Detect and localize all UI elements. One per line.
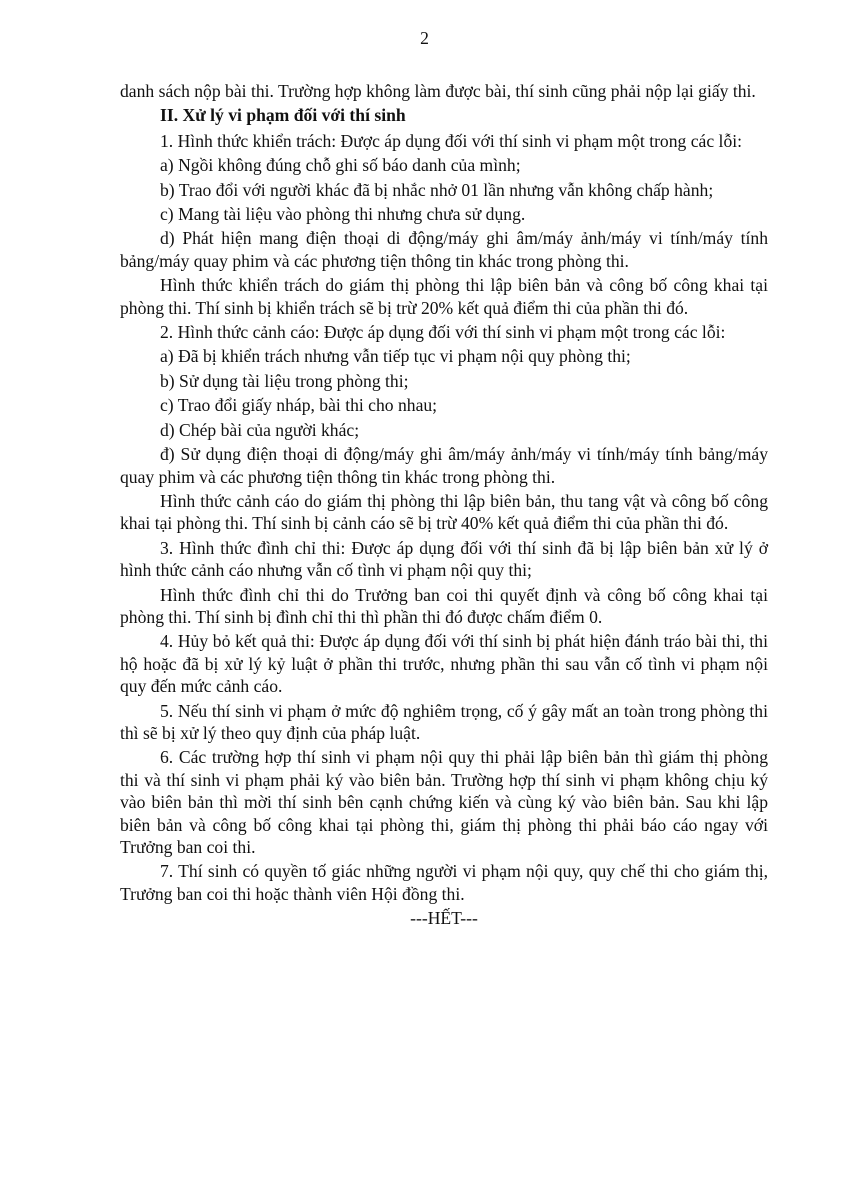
section-heading: II. Xử lý vi phạm đối với thí sinh [160, 105, 406, 126]
paragraph: 7. Thí sinh có quyền tố giác những người vi phạm nội quy, quy chế thi cho giám thị, Trưởng ban coi thi hoặc thành viên Hội đồng thi. [120, 861, 768, 904]
paragraph: 6. Các trường hợp thí sinh vi phạm nội quy thi phải lập biên bản thì giám thị phòng thi và thí sinh vi phạm phải ký vào biên bản. Trường hợp thí sinh vi phạm không chịu ký vào biên bản thì mời thí sinh bên cạnh chứng kiến và cùng ký vào biên bản. Sau khi lập biên bản và công bố công khai tại phòng thi, giám thị phòng thi phải báo cáo ngay với Trưởng ban coi thi. [120, 747, 768, 857]
list-item: d) Chép bài của người khác; [160, 419, 360, 440]
list-item: đ) Sử dụng điện thoại di động/máy ghi âm/máy ảnh/máy vi tính/máy tính bảng/máy quay phim và các phương tiện thông tin khác trong phòng thi. [120, 444, 768, 487]
list-item: c) Trao đổi giấy nháp, bài thi cho nhau; [160, 395, 438, 416]
list-item: d) Phát hiện mang điện thoại di động/máy ghi âm/máy ảnh/máy vi tính/máy tính bảng/máy quay phim và các phương tiện thông tin khác trong phòng thi. [120, 228, 768, 271]
list-item: b) Sử dụng tài liệu trong phòng thi; [160, 370, 409, 391]
end-mark: ---HẾT--- [410, 908, 478, 929]
paragraph: danh sách nộp bài thi. Trường hợp không làm được bài, thí sinh cũng phải nộp lại giấy thi. [120, 81, 756, 101]
page-number: 2 [420, 28, 429, 48]
paragraph: Hình thức đình chỉ thi do Trưởng ban coi thi quyết định và công bố công khai tại phòng thi. Thí sinh bị đình chỉ thi thì phần thi đó được chấm điểm 0. [120, 584, 768, 627]
document-body [120, 80, 768, 947]
list-item: a) Ngồi không đúng chỗ ghi số báo danh của mình; [160, 155, 521, 176]
list-item: c) Mang tài liệu vào phòng thi nhưng chưa sử dụng. [160, 204, 526, 225]
paragraph: 1. Hình thức khiển trách: Được áp dụng đối với thí sinh vi phạm một trong các lỗi: [160, 130, 743, 151]
paragraph: Hình thức khiển trách do giám thị phòng thi lập biên bản và công bố công khai tại phòng thi. Thí sinh bị khiển trách sẽ bị trừ 20% kết quả điểm thi của phần thi đó. [120, 275, 768, 318]
paragraph: 5. Nếu thí sinh vi phạm ở mức độ nghiêm trọng, cố ý gây mất an toàn trong phòng thi thì sẽ bị xử lý theo quy định của pháp luật. [120, 700, 768, 743]
paragraph: Hình thức cảnh cáo do giám thị phòng thi lập biên bản, thu tang vật và công bố công khai tại phòng thi. Thí sinh bị cảnh cáo sẽ bị trừ 40% kết quả điểm thi của phần thi đó. [120, 490, 768, 534]
paragraph: 3. Hình thức đình chỉ thi: Được áp dụng đối với thí sinh đã bị lập biên bản xử lý ở hình thức cảnh cáo nhưng vẫn cố tình vi phạm nội quy thi; [120, 537, 768, 581]
paragraph: 2. Hình thức cảnh cáo: Được áp dụng đối với thí sinh vi phạm một trong các lỗi: [160, 322, 726, 343]
list-item: b) Trao đổi với người khác đã bị nhắc nhở 01 lần nhưng vẫn không chấp hành; [160, 179, 714, 200]
list-item: a) Đã bị khiển trách nhưng vẫn tiếp tục vi phạm nội quy phòng thi; [160, 346, 631, 367]
paragraph: 4. Hủy bỏ kết quả thi: Được áp dụng đối với thí sinh bị phát hiện đánh tráo bài thi, thi hộ hoặc đã bị xử lý kỷ luật ở phần thi trước, nhưng phần thi sau vẫn cố tình vi phạm nội quy đến mức cảnh cáo. [120, 631, 768, 697]
